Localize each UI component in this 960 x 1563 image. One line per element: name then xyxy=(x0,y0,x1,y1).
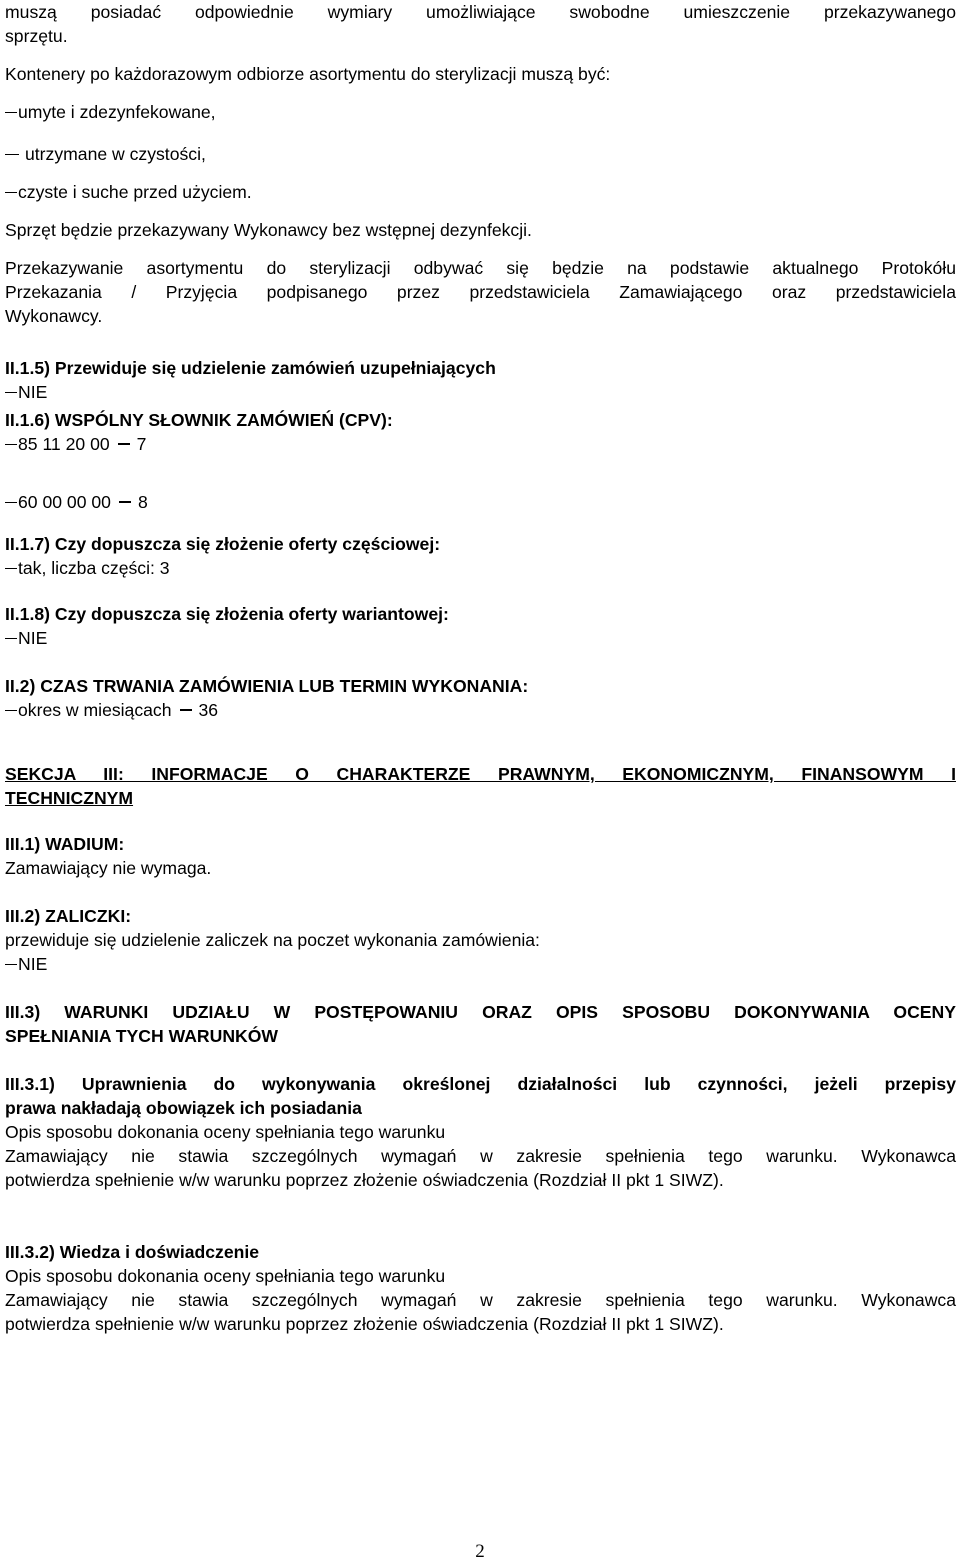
section-ii-1-7-answer: tak, liczba części: 3 xyxy=(5,556,956,580)
duration-value: 36 xyxy=(198,700,219,720)
containers-item-3: czyste i suche przed użyciem. xyxy=(5,180,956,204)
section-iii-title-line-2: TECHNICZNYM xyxy=(5,788,134,808)
section-iii-3-2-text-line-2: potwierdza spełnienie w/w warunku poprzez złożenie oświadczenia (Rozdział II pkt 1 SIWZ). xyxy=(5,1314,724,1334)
section-iii-1-text: Zamawiający nie wymaga. xyxy=(5,858,212,878)
containers-item-1: umyte i zdezynfekowane, xyxy=(5,100,956,124)
section-ii-2-heading: II.2) CZAS TRWANIA ZAMÓWIENIA LUB TERMIN WYKONANIA: xyxy=(5,676,529,696)
section-ii-1-5-answer: NIE xyxy=(5,380,956,404)
section-iii-3-2-heading: III.3.2) Wiedza i doświadczenie xyxy=(5,1242,260,1262)
section-ii-1-8-answer: NIE xyxy=(5,626,956,650)
section-iii-3-1-heading-line-2: prawa nakładają obowiązek ich posiadania xyxy=(5,1098,362,1118)
section-ii-1-7-heading: II.1.7) Czy dopuszcza się złożenie oferty częściowej: xyxy=(5,534,441,554)
intro-line-1: muszą posiadać odpowiednie wymiary umożliwiające swobodne umieszczenie przekazywanego xyxy=(5,2,956,22)
document-page xyxy=(5,0,956,1336)
cpv-code-1-number: 85 11 20 00 xyxy=(18,434,110,454)
section-ii-1-8-heading: II.1.8) Czy dopuszcza się złożenia oferty wariantowej: xyxy=(5,604,449,624)
section-ii-1-6-heading: II.1.6) WSPÓLNY SŁOWNIK ZAMÓWIEŃ (CPV): xyxy=(5,410,393,430)
cpv-code-1 xyxy=(5,432,956,456)
page-number: 2 xyxy=(475,1541,485,1562)
duration-label: okres w miesiącach xyxy=(18,700,172,720)
section-ii-1-5-heading: II.1.5) Przewiduje się udzielenie zamówień uzupełniających xyxy=(5,358,496,378)
containers-item-2: utrzymane w czystości, xyxy=(5,142,956,166)
section-iii-2-text: przewiduje się udzielenie zaliczek na poczet wykonania zamówienia: xyxy=(5,930,540,950)
no-disinfection-note: Sprzęt będzie przekazywany Wykonawcy bez wstępnej dezynfekcji. xyxy=(5,220,532,240)
handover-paragraph-line-3: Wykonawcy. xyxy=(5,306,103,326)
cpv-code-2-check: 8 xyxy=(137,492,148,512)
section-iii-3-heading-line-1: III.3) WARUNKI UDZIAŁU W POSTĘPOWANIU ORAZ OPIS SPOSOBU DOKONYWANIA OCENY xyxy=(5,1002,956,1022)
containers-heading: Kontenery po każdorazowym odbiorze asortymentu do sterylizacji muszą być: xyxy=(5,64,611,84)
section-iii-2-heading: III.2) ZALICZKI: xyxy=(5,906,132,926)
section-iii-title-line-1: SEKCJA III: INFORMACJE O CHARAKTERZE PRAWNYM, EKONOMICZNYM, FINANSOWYM I xyxy=(5,764,956,784)
section-iii-1-heading: III.1) WADIUM: xyxy=(5,834,125,854)
section-iii-3-heading-line-2: SPEŁNIANIA TYCH WARUNKÓW xyxy=(5,1026,279,1046)
section-iii-3-1-text-line-1: Zamawiający nie stawia szczególnych wymagań w zakresie spełnienia tego warunku. Wykonawca xyxy=(5,1146,956,1166)
section-iii-3-2-description: Opis sposobu dokonania oceny spełniania tego warunku xyxy=(5,1266,446,1286)
cpv-code-1-check: 7 xyxy=(136,434,147,454)
section-ii-2-answer xyxy=(5,698,956,722)
section-iii-3-1-heading-line-1: III.3.1) Uprawnienia do wykonywania określonej działalności lub czynności, jeżeli przepisy xyxy=(5,1074,956,1094)
handover-paragraph-line-1: Przekazywanie asortymentu do sterylizacji odbywać się będzie na podstawie aktualnego Protokółu xyxy=(5,258,956,278)
handover-paragraph-line-2: Przekazania / Przyjęcia podpisanego przez przedstawiciela Zamawiającego oraz przedstawiciela xyxy=(5,282,956,302)
cpv-code-2 xyxy=(5,490,956,514)
cpv-code-2-number: 60 00 00 00 xyxy=(18,492,111,512)
section-iii-2-answer: NIE xyxy=(5,952,956,976)
intro-line-2: sprzętu. xyxy=(5,26,68,46)
section-iii-3-1-description: Opis sposobu dokonania oceny spełniania tego warunku xyxy=(5,1122,446,1142)
section-iii-3-2-text-line-1: Zamawiający nie stawia szczególnych wymagań w zakresie spełnienia tego warunku. Wykonawca xyxy=(5,1290,956,1310)
section-iii-3-1-text-line-2: potwierdza spełnienie w/w warunku poprzez złożenie oświadczenia (Rozdział II pkt 1 SIWZ). xyxy=(5,1170,724,1190)
